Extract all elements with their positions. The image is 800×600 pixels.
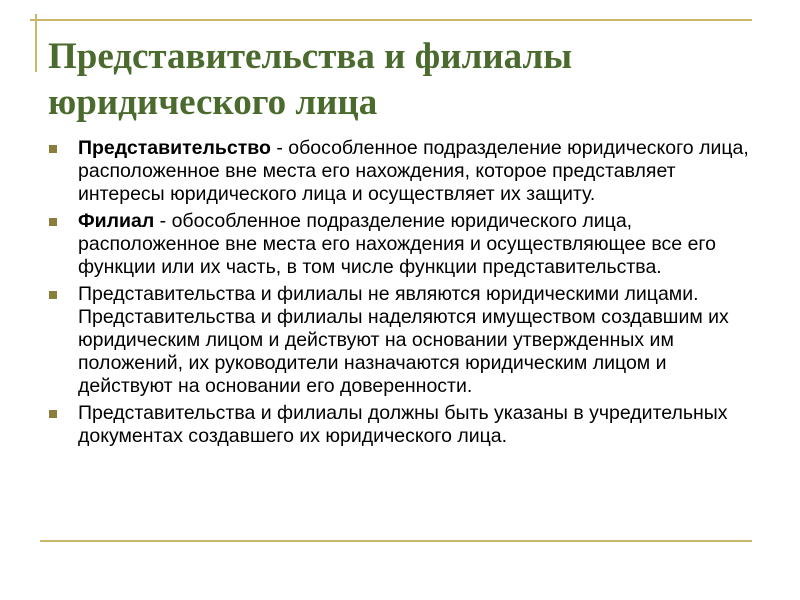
slide-title	[48, 34, 768, 126]
bullet-item-founding-documents	[44, 402, 754, 448]
bullet-text: Представительства и филиалы не являются юридическими лицами. Представительства и филиалы наделяются имуществом создавшим их юридическим лицом и действуют на основании утвержденных им положений, их руководители назначаются юридическим лицом и действуют на основании его доверенности.	[78, 283, 729, 397]
bullet-list	[44, 137, 754, 452]
bullet-term: Филиал	[78, 210, 155, 232]
top-rule	[30, 19, 752, 21]
bottom-rule	[40, 540, 752, 542]
square-bullet-icon	[49, 218, 57, 226]
bullet-item-not-legal-entities	[44, 283, 754, 398]
left-rule	[35, 14, 37, 72]
title-line-1: Представительства и филиалы	[48, 36, 573, 77]
bullet-text: Представительства и филиалы должны быть указаны в учредительных документах создавшего их юридического лица.	[78, 402, 728, 447]
bullet-item-branch	[44, 210, 754, 279]
square-bullet-icon	[49, 145, 57, 153]
title-line-2: юридического лица	[48, 82, 378, 123]
square-bullet-icon	[49, 410, 57, 418]
bullet-text: - обособленное подразделение юридического лица, расположенное вне места его нахождения и осуществляющее все его функции или их часть, в том числе функции представительства.	[78, 210, 716, 278]
bullet-item-representative-office	[44, 137, 754, 206]
square-bullet-icon	[49, 291, 57, 299]
bullet-term: Представительство	[78, 137, 271, 159]
bullet-text: - обособленное подразделение юридического лица, расположенное вне места его нахождения, которое представляет интересы юридического лица и осуществляет их защиту.	[78, 137, 749, 205]
